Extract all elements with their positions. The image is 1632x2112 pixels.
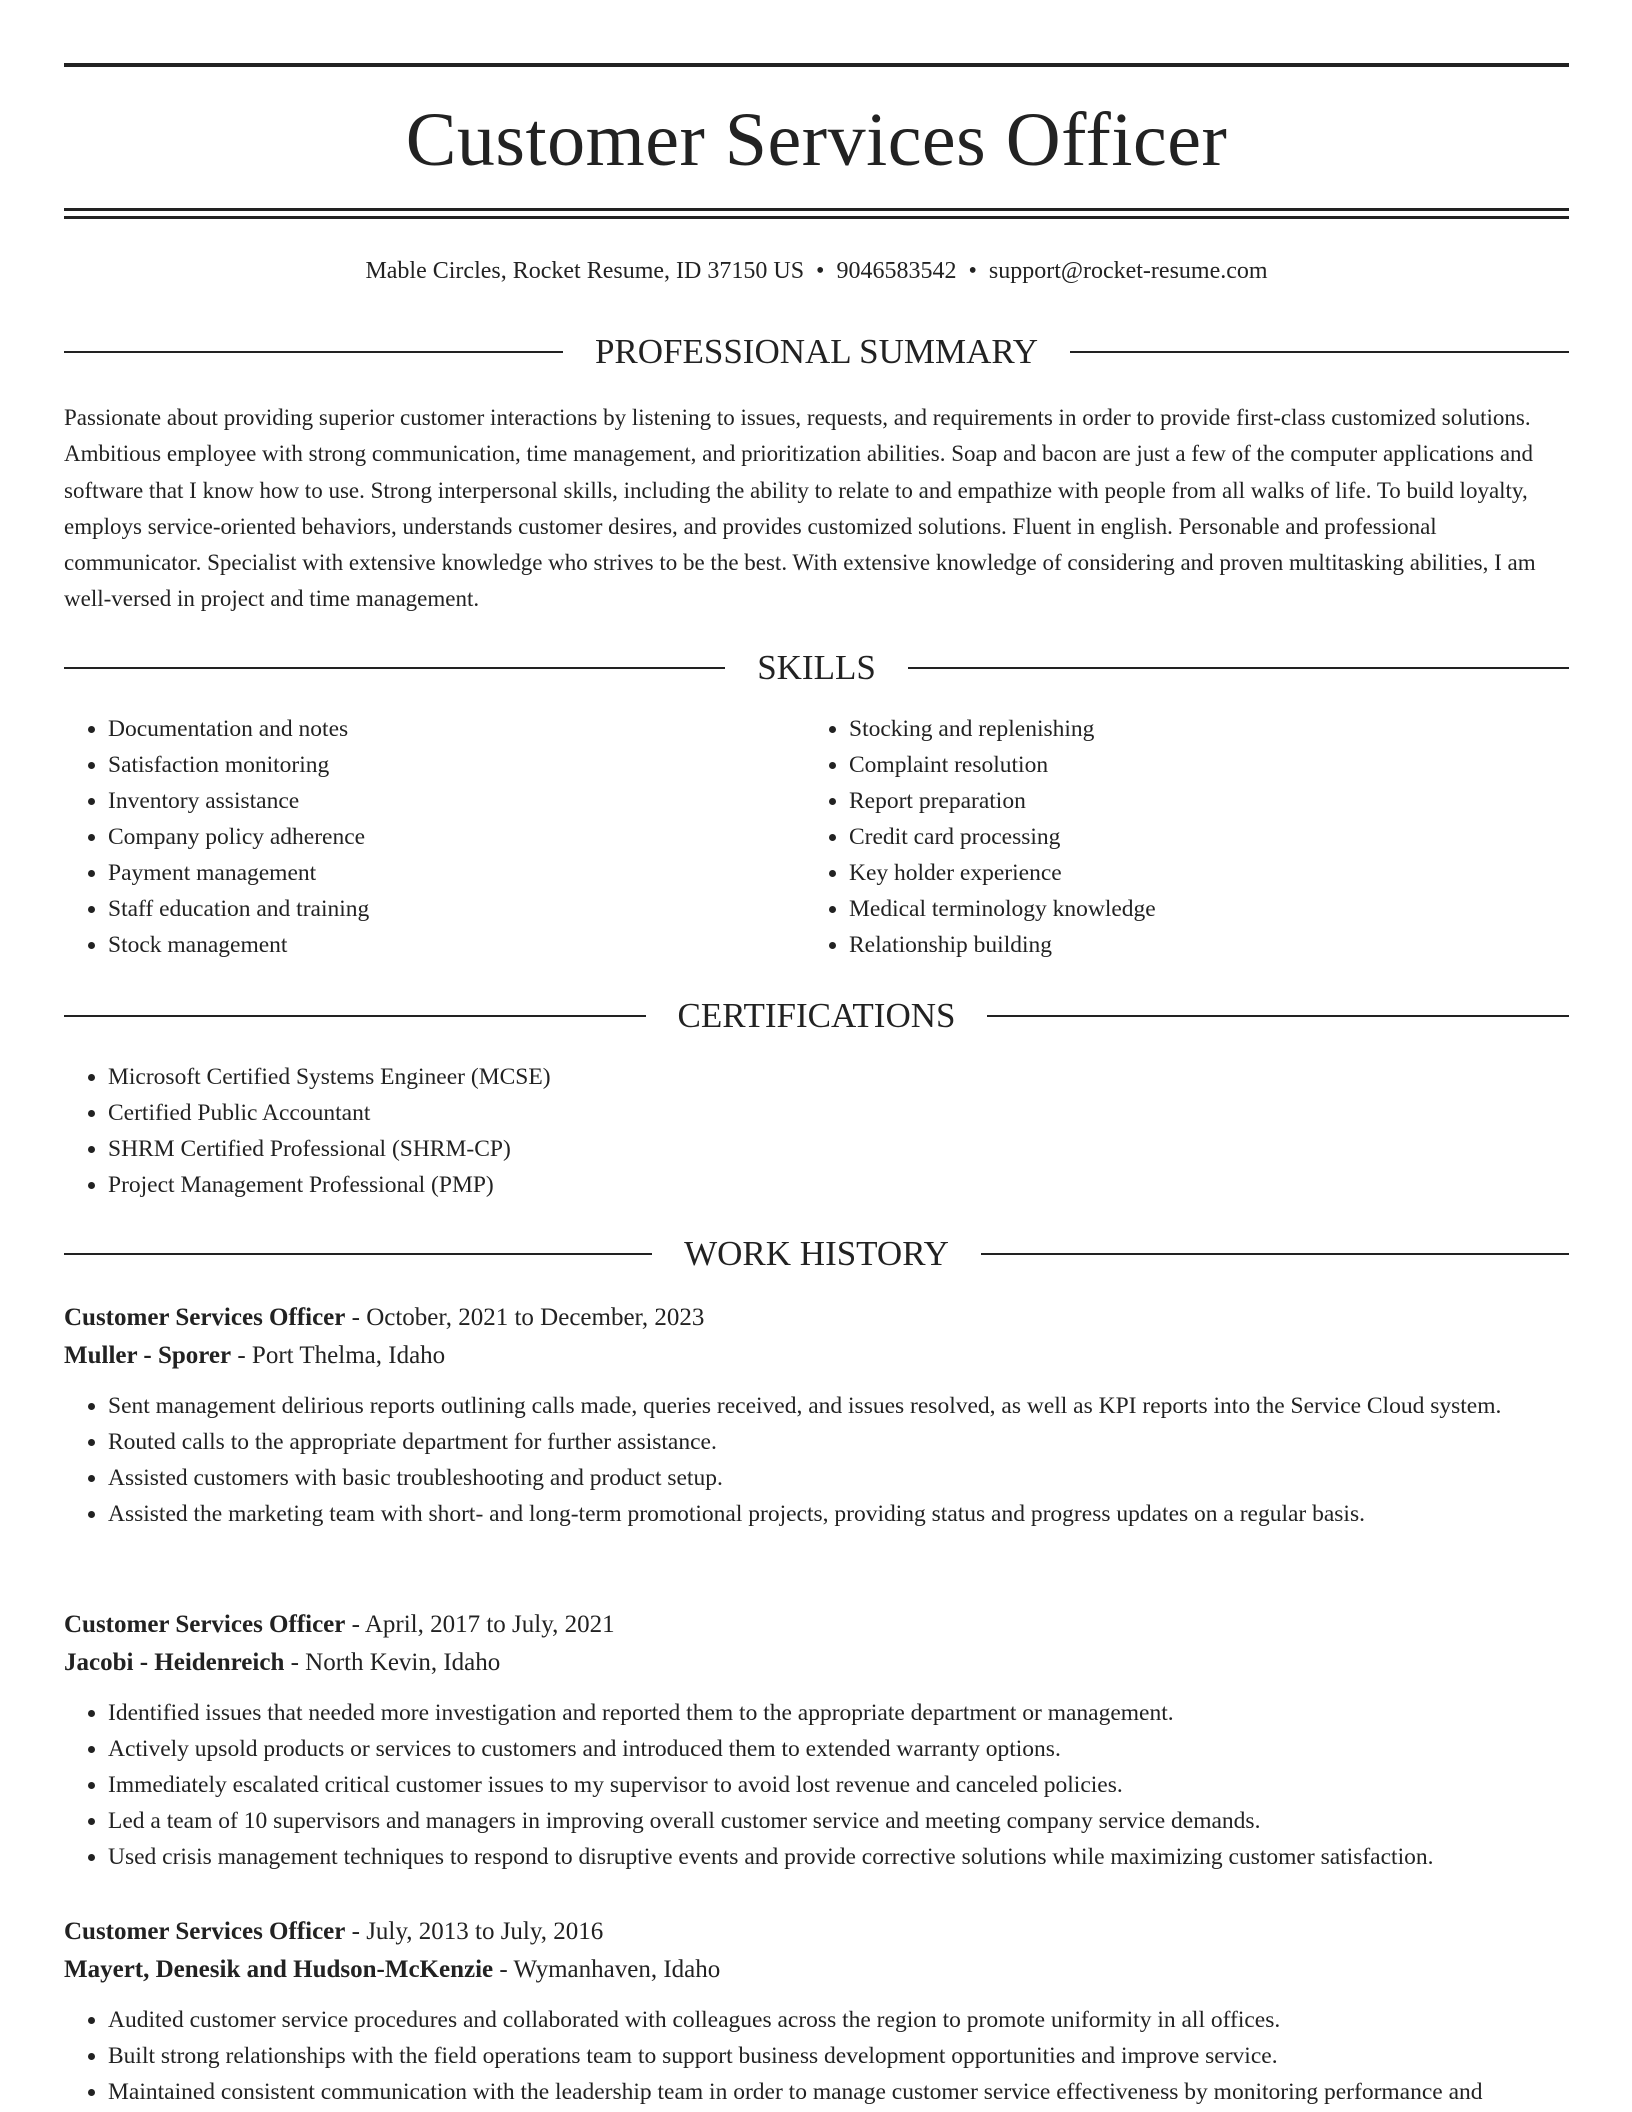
job-company: Muller - Sporer: [64, 1342, 232, 1369]
job-entry: [64, 1299, 1569, 1532]
job-bullet: • Routed calls to the appropriate department for further assistance.: [108, 1424, 1569, 1460]
job-title: Customer Services Officer: [64, 1918, 346, 1945]
certifications-items: [64, 1059, 824, 1203]
skill-item: • Relationship building: [849, 927, 1525, 963]
job-company-line: [64, 1337, 1569, 1375]
job-title: Customer Services Officer: [64, 1304, 346, 1331]
job-bullet: • Audited customer service procedures and collaborated with colleagues across the region to promote uniformity in all offices.: [108, 2002, 1569, 2038]
skill-item: • Report preparation: [849, 783, 1525, 819]
job-company-line: [64, 1644, 1569, 1682]
section-header-summary: [64, 330, 1569, 374]
section-rule: [64, 351, 563, 353]
contact-line: [64, 255, 1569, 287]
job-bullets: [64, 2002, 1569, 2110]
job-entry: [64, 1913, 1569, 2110]
job-title-line: [64, 1913, 1569, 1951]
job-company-line: [64, 1951, 1569, 1989]
section-rule: [64, 1015, 646, 1017]
skill-item: • Inventory assistance: [108, 783, 784, 819]
contact-address: Mable Circles, Rocket Resume, ID 37150 US: [365, 258, 805, 284]
top-rule: [64, 63, 1569, 67]
job-entry: [64, 1606, 1569, 1875]
job-location: - North Kevin, Idaho: [284, 1649, 501, 1676]
certifications-list: [64, 1059, 824, 1203]
skills-column-left: [64, 711, 784, 963]
section-title: SKILLS: [757, 648, 876, 687]
job-bullet: • Led a team of 10 supervisors and managers in improving overall customer service and meeting company service demands.: [108, 1803, 1569, 1839]
skills-left-list: [64, 711, 784, 963]
job-bullets: [64, 1388, 1569, 1532]
job-company: Mayert, Denesik and Hudson-McKenzie: [64, 1956, 494, 1983]
job-bullet: • Assisted the marketing team with short- and long-term promotional projects, providing status and progress updates on a regular basis.: [108, 1496, 1569, 1532]
job-location: - Port Thelma, Idaho: [231, 1342, 446, 1369]
certification-item: • Microsoft Certified Systems Engineer (MCSE): [108, 1059, 824, 1095]
section-rule: [981, 1253, 1569, 1255]
skill-item: • Payment management: [108, 855, 784, 891]
title-rule-upper: [64, 208, 1569, 211]
job-bullet: • Identified issues that needed more investigation and reported them to the appropriate department or management.: [108, 1695, 1569, 1731]
section-header-certifications: [64, 994, 1569, 1038]
job-bullets: [64, 1695, 1569, 1875]
job-bullet: • Built strong relationships with the field operations team to support business development opportunities and improve service.: [108, 2038, 1569, 2074]
contact-separator: •: [968, 258, 977, 284]
skill-item: • Medical terminology knowledge: [849, 891, 1525, 927]
section-rule: [987, 1015, 1569, 1017]
certification-item: • SHRM Certified Professional (SHRM-CP): [108, 1131, 824, 1167]
section-rule: [1070, 351, 1569, 353]
skill-item: • Stock management: [108, 927, 784, 963]
section-rule: [64, 1253, 652, 1255]
job-dates: - October, 2021 to December, 2023: [345, 1304, 705, 1331]
skill-item: • Documentation and notes: [108, 711, 784, 747]
job-bullet: • Immediately escalated critical customer issues to my supervisor to avoid lost revenue and canceled policies.: [108, 1767, 1569, 1803]
certification-item: • Certified Public Accountant: [108, 1095, 824, 1131]
skills-right-list: [805, 711, 1525, 963]
contact-separator: •: [816, 258, 825, 284]
job-dates: - April, 2017 to July, 2021: [345, 1611, 615, 1638]
certification-item: • Project Management Professional (PMP): [108, 1167, 824, 1203]
section-header-work-history: [64, 1232, 1569, 1276]
section-rule: [64, 667, 725, 669]
summary-text: Passionate about providing superior customer interactions by listening to issues, requests, and requirements in order to provide first-class customized solutions. Ambitious employee with strong communication, time management, and prioritization abilities. Soap and bacon are just a few of the computer applications and software that I know how to use. Strong interpersonal skills, including the ability to relate to and empathize with people from all walks of life. To build loyalty, employs service-oriented behaviors, understands customer desires, and provides customized solutions. Fluent in english. Personable and professional communicator. Specialist with extensive knowledge who strives to be the best. With extensive knowledge of considering and proven multitasking abilities, I am well-versed in project and time management.: [64, 405, 1536, 612]
skill-item: • Complaint resolution: [849, 747, 1525, 783]
skill-item: • Staff education and training: [108, 891, 784, 927]
section-title: CERTIFICATIONS: [677, 996, 956, 1035]
skill-item: • Stocking and replenishing: [849, 711, 1525, 747]
job-title-line: [64, 1299, 1569, 1337]
job-company: Jacobi - Heidenreich: [64, 1649, 285, 1676]
job-location: - Wymanhaven, Idaho: [493, 1956, 721, 1983]
section-rule: [908, 667, 1569, 669]
job-bullet: • Used crisis management techniques to respond to disruptive events and provide corrective solutions while maximizing customer satisfaction.: [108, 1839, 1569, 1875]
contact-email: support@rocket-resume.com: [988, 258, 1268, 284]
job-bullet: • Maintained consistent communication with the leadership team in order to manage customer service effectiveness by monitoring performance and: [108, 2074, 1569, 2110]
job-bullet: • Sent management delirious reports outlining calls made, queries received, and issues resolved, as well as KPI reports into the Service Cloud system.: [108, 1388, 1569, 1424]
title-rule-lower: [64, 216, 1569, 219]
resume-title: Customer Services Officer: [405, 98, 1228, 182]
skill-item: • Satisfaction monitoring: [108, 747, 784, 783]
job-bullet: • Actively upsold products or services to customers and introduced them to extended warranty options.: [108, 1731, 1569, 1767]
job-title-line: [64, 1606, 1569, 1644]
job-title: Customer Services Officer: [64, 1611, 346, 1638]
section-header-skills: [64, 646, 1569, 690]
section-title: WORK HISTORY: [684, 1234, 949, 1273]
skills-column-right: [805, 711, 1525, 963]
job-dates: - July, 2013 to July, 2016: [345, 1918, 604, 1945]
section-title: PROFESSIONAL SUMMARY: [594, 332, 1039, 371]
skill-item: • Company policy adherence: [108, 819, 784, 855]
contact-phone: 9046583542: [836, 258, 957, 284]
skill-item: • Credit card processing: [849, 819, 1525, 855]
skill-item: • Key holder experience: [849, 855, 1525, 891]
job-bullet: • Assisted customers with basic troubleshooting and product setup.: [108, 1460, 1569, 1496]
